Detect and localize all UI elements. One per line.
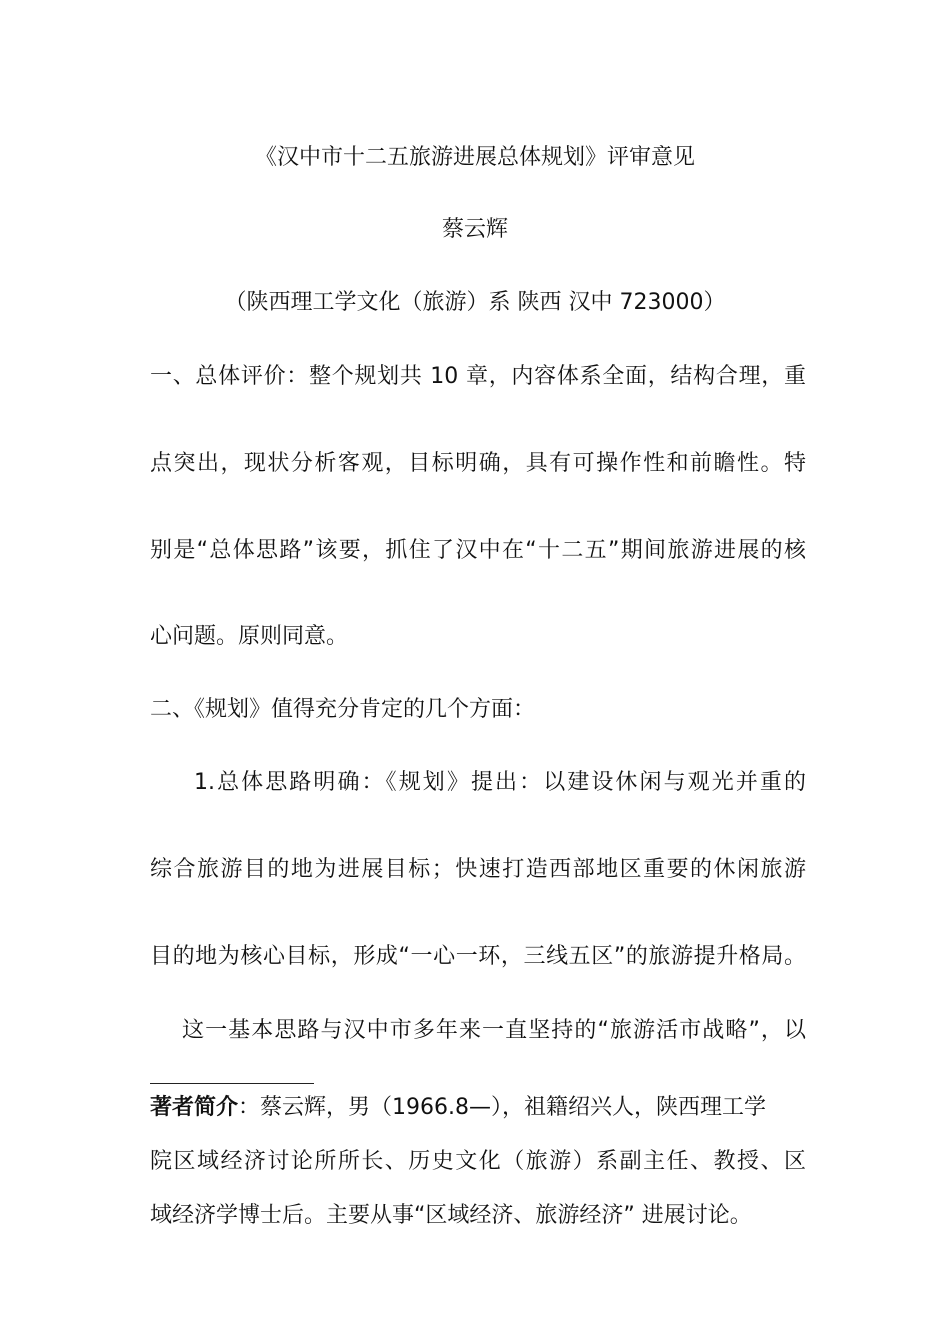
footnote-separator: [150, 1083, 314, 1084]
author-name: 蔡云辉: [441, 217, 508, 242]
document-title: 《汉中市十二五旅游进展总体规划》评审意见: [254, 145, 695, 170]
body-line: 目的地为核心目标，形成“一心一环，三线五区”的旅游提升格局。: [150, 944, 806, 969]
body-line: 点突出，现状分析客观，目标明确，具有可操作性和前瞻性。特: [150, 451, 806, 476]
body-line: 1.总体思路明确：《规划》提出：以建设休闲与观光并重的: [194, 770, 806, 795]
body-line: 一、总体评价：整个规划共 10 章，内容体系全面，结构合理，重: [150, 364, 806, 389]
body-line: 心问题。原则同意。: [150, 624, 349, 649]
footnote-label: 著者简介: [150, 1095, 239, 1120]
footnote-line: 域经济学博士后。主要从事“区域经济、旅游经济” 进展讨论。: [150, 1203, 752, 1228]
author-affiliation: （陕西理工学文化（旅游）系 陕西 汉中 723000）: [224, 290, 726, 315]
body-line: 这一基本思路与汉中市多年来一直坚持的“旅游活市战略”，以: [182, 1018, 807, 1043]
section-heading: 二、《规划》值得充分肯定的几个方面：: [150, 697, 536, 722]
body-line: 综合旅游目的地为进展目标；快速打造西部地区重要的休闲旅游: [150, 857, 806, 882]
footnote-line: [150, 1093, 766, 1123]
body-line: 别是“总体思路”该要，抓住了汉中在“十二五”期间旅游进展的核: [150, 538, 806, 563]
footnote-text: ：蔡云辉，男（1966.8—），祖籍绍兴人，陕西理工学: [238, 1095, 766, 1120]
footnote-line: 院区域经济讨论所所长、历史文化（旅游）系副主任、教授、区: [150, 1149, 806, 1174]
